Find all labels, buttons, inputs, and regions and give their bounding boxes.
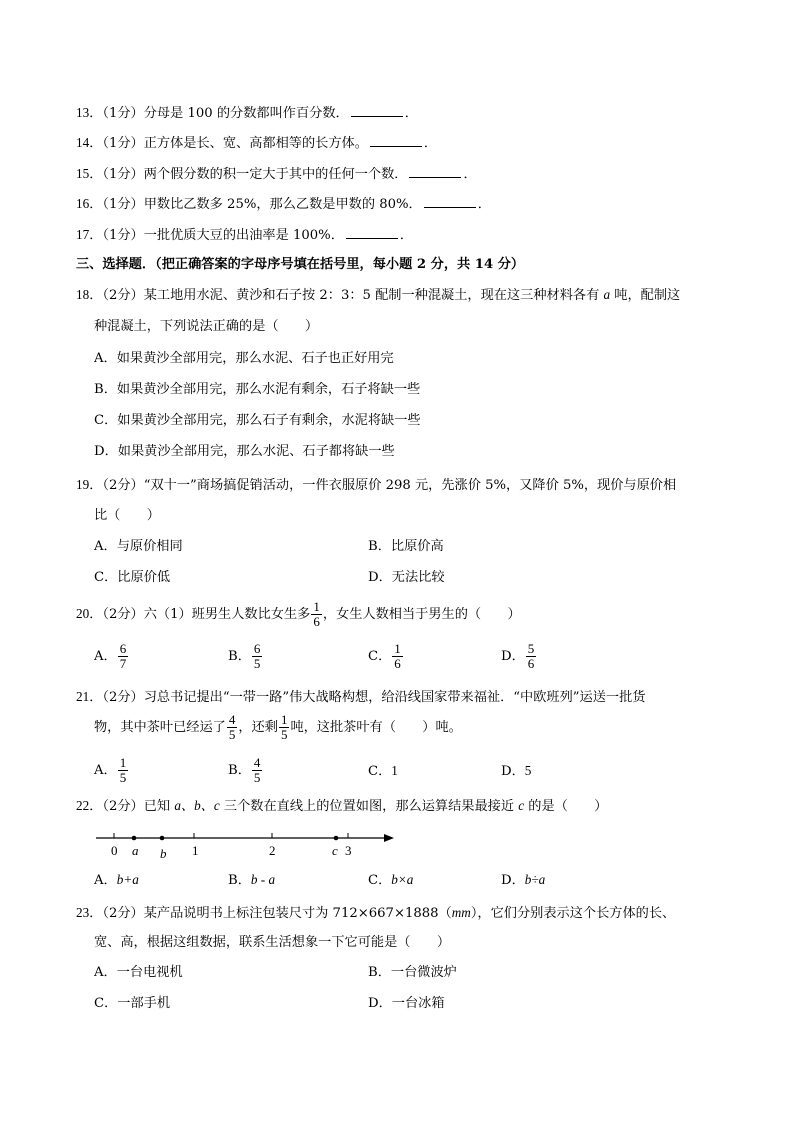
option-a[interactable]: A．如果黄沙全部用完，那么水泥、石子也正好用完 [94,351,394,366]
question-19-line2: 比（ ） [94,508,160,523]
denominator: 5 [119,770,127,785]
variable: c [518,798,525,813]
question-number: 14． [76,135,103,150]
denominator: 5 [253,770,261,785]
option-b[interactable] [228,641,263,673]
question-text: 已知 [143,799,175,814]
answer-blank[interactable] [351,104,403,117]
question-score: （1分） [102,197,144,212]
denominator: 5 [280,727,288,742]
numerator: 5 [527,641,535,656]
section-heading: 三、选择题．（把正确答案的字母序号填在括号里，每小题 2 分，共 14 分） [76,257,525,272]
fraction [252,642,263,671]
question-13 [76,104,418,123]
option-c[interactable]: C．如果黄沙全部用完，那么石子有剩余，水泥将缺一些 [94,413,421,428]
option-expression: b÷a [524,872,546,887]
question-end: ． [463,167,477,182]
question-text: ，还剩 [238,720,278,735]
option-label: A． [94,649,117,664]
question-score: （2分） [102,906,144,921]
numerator: 1 [313,599,320,614]
question-text: “双十一”商场搞促销活动，一件衣服原价 298 元，先涨价 5%，又降价 5%，现价与原价相 [143,478,677,493]
point-label-c: c [332,843,338,858]
point-c [334,836,339,841]
option-d[interactable]: D．如果黄沙全部用完，那么水泥、石子都将缺一些 [94,444,395,459]
question-21 [76,688,645,707]
point-b [160,836,165,841]
question-text: 正方体是长、宽、高都相等的长方体。 [143,136,368,151]
question-score: （2分） [102,607,144,622]
option-c[interactable] [368,641,404,673]
question-text: 三个数在直线上的位置如图，那么运算结果最接近 [219,799,519,814]
question-text: 甲数比乙数多 25%，那么乙数是甲数的 80%． [143,197,422,212]
option-label: D． [501,649,525,664]
question-number: 19． [76,477,103,492]
numerator: 1 [119,755,127,770]
question-score: （1分） [102,167,144,182]
option-value: 1 [391,763,398,778]
question-18 [76,286,680,305]
question-text: ，女生人数相当于男生的（ ） [322,607,521,622]
question-score: （1分） [102,136,144,151]
question-score: （2分） [102,799,144,814]
numerator: 1 [280,712,288,727]
option-label: D． [501,764,525,779]
numerator: 6 [119,641,127,656]
question-score: （2分） [102,478,144,493]
tick-label-1: 1 [192,843,199,858]
denominator: 6 [527,656,535,671]
question-text: ），它们分别表示这个长方体的长、 [470,906,676,921]
option-b[interactable] [228,871,275,890]
option-b[interactable]: B．一台微波炉 [368,965,457,980]
question-score: （1分） [102,106,144,121]
question-number: 21． [76,689,103,704]
point-a [132,836,137,841]
question-text: 某产品说明书上标注包装尺寸为 712×667×1888（ [143,906,452,921]
option-b[interactable]: B．如果黄沙全部用完，那么水泥有剩余，石子将缺一些 [94,382,421,397]
point-label-a: a [132,843,139,858]
question-number: 20． [76,606,103,621]
question-22 [76,797,607,816]
question-number: 18． [76,287,103,302]
question-text: 一批优质大豆的出油率是 100%． [143,228,344,243]
question-21-line2 [94,712,462,744]
option-label: B． [228,763,251,778]
point-label-b: b [160,846,167,861]
fraction [279,713,290,742]
fraction [118,756,129,785]
option-d[interactable] [501,762,531,781]
option-label: C． [368,873,392,888]
option-a[interactable] [94,871,139,890]
option-label: A． [94,873,117,888]
numerator: 4 [253,755,261,770]
option-expression: b - a [250,872,276,887]
question-text: 分母是 100 的分数都叫作百分数． [143,106,349,121]
option-label: C． [368,649,392,664]
option-label: A． [94,763,117,778]
tick-label-2: 2 [269,843,276,858]
fraction [392,642,403,671]
question-17 [76,226,413,245]
question-number: 22． [76,798,103,813]
option-a[interactable] [94,641,129,673]
fraction [252,756,263,785]
denominator: 7 [119,656,127,671]
denominator: 5 [228,727,236,742]
option-c[interactable]: C．比原价低 [94,570,171,585]
variable: a [603,287,611,302]
tick-label-3: 3 [345,843,352,858]
question-number: 13． [76,105,103,120]
option-c[interactable]: C．一部手机 [94,996,171,1011]
option-a[interactable]: A．一台电视机 [94,965,183,980]
question-number: 17． [76,227,103,242]
denominator: 5 [253,656,261,671]
unit: mm [451,905,471,920]
axis-arrow [384,834,394,842]
numerator: 4 [228,712,236,727]
option-c[interactable] [368,871,413,890]
option-c[interactable] [368,762,398,781]
question-19 [76,476,676,495]
question-18-line2: 种混凝土，下列说法正确的是（ ） [94,319,319,334]
option-label: C． [368,764,392,779]
option-d[interactable] [501,641,537,673]
fraction [311,600,322,629]
question-end: ． [423,136,438,151]
fraction [227,713,238,742]
question-20 [76,598,521,631]
variables: a、b、c [174,798,220,813]
option-label: B． [228,649,251,664]
question-14 [76,134,437,153]
question-number: 15． [76,166,103,181]
option-d[interactable]: D．一台冰箱 [368,996,445,1011]
answer-blank[interactable] [409,165,461,178]
question-end: ． [404,106,418,121]
answer-blank[interactable] [424,195,476,208]
question-score: （2分） [102,288,144,303]
answer-blank[interactable] [346,226,398,239]
question-text: 物，其中茶叶已经运了 [94,720,226,735]
option-label: B． [228,873,251,888]
question-23-line2: 宽、高，根据这组数据，联系生活想象一下它可能是（ ） [94,935,451,950]
denominator: 6 [394,656,401,671]
question-15 [76,165,477,184]
fraction [118,642,129,671]
question-number: 16． [76,196,103,211]
question-text: 吨，这批茶叶有（ ）吨。 [290,720,462,735]
option-expression: b+a [116,872,139,887]
option-expression: b×a [391,872,414,887]
option-a[interactable]: A．与原价相同 [94,539,183,554]
denominator: 6 [313,614,320,629]
question-16 [76,195,491,214]
question-number: 23． [76,905,103,920]
number-line-figure [90,826,400,862]
question-text: 的是（ ） [524,799,608,814]
option-b[interactable] [228,755,263,787]
fraction [526,642,537,671]
question-text: 两个假分数的积一定大于其中的任何一个数． [143,167,408,182]
question-text: 六（1）班男生人数比女生多 [143,607,311,622]
option-b[interactable]: B．比原价高 [368,539,444,554]
tick-label-0: 0 [111,843,118,858]
question-score: （2分） [102,690,144,705]
option-a[interactable] [94,755,129,787]
numerator: 6 [253,641,261,656]
option-label: D． [501,873,525,888]
question-text: 习总书记提出“一带一路”伟大战略构想，给沿线国家带来福祉．“中欧班列”运送一批货 [143,690,646,705]
option-value: 5 [524,763,532,778]
question-text: 吨，配制这 [610,288,681,303]
question-23 [76,904,675,923]
numerator: 1 [394,641,401,656]
question-end: ． [477,197,491,212]
question-end: ． [399,228,414,243]
option-d[interactable]: D．无法比较 [368,570,445,585]
question-score: （1分） [102,228,144,243]
question-text: 某工地用水泥、黄沙和石子按 2：3：5 配制一种混凝土，现在这三种材料各有 [143,288,604,303]
option-d[interactable] [501,871,545,890]
answer-blank[interactable] [370,134,422,147]
